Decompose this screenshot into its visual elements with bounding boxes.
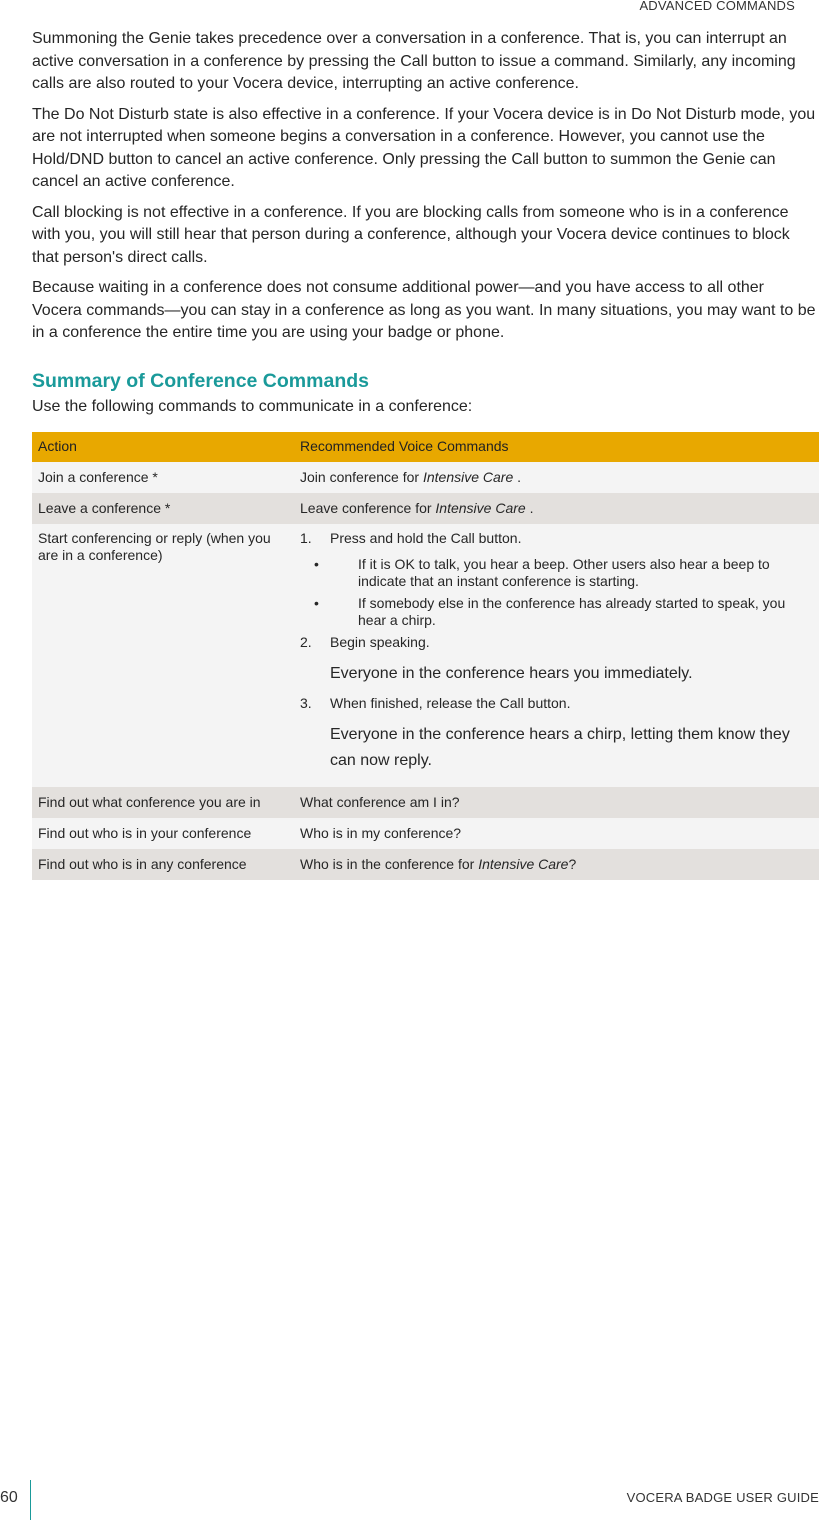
step-3-note: Everyone in the conference hears a chirp, letting them know they can now reply. (330, 725, 790, 769)
table-row (32, 462, 819, 493)
command-placeholder: Intensive Care (478, 855, 569, 872)
section-intro: Use the following commands to communicate in a conference: (32, 397, 473, 415)
action-cell: Find out who is in any conference (32, 849, 294, 880)
command-text: Who is in my conference? (300, 824, 462, 841)
table-row (32, 818, 819, 849)
action-cell: Find out who is in your conference (32, 818, 294, 849)
step-text: Press and hold the Call button. (330, 529, 522, 546)
step-text: Begin speaking. (330, 633, 430, 650)
command-suffix: . (525, 499, 534, 516)
command-cell (294, 462, 819, 493)
table-row (32, 849, 819, 880)
command-text: Join conference for (300, 468, 423, 485)
body-text (32, 0, 818, 880)
paragraph-call-blocking: Call blocking is not effective in a conference. If you are blocking calls from someone who is in a conference with you, you will still hear that person during a conference, although your Vocera device continues to block that person's direct calls. (32, 203, 790, 266)
paragraph-power: Because waiting in a conference does not consume additional power—and you have access to all other Vocera commands—you can stay in a conference as long as you want. In many situations, you may want to be in a conference the entire time you are using your badge or phone. (32, 279, 816, 341)
bullet-item (300, 556, 813, 590)
action-cell: Find out what conference you are in (32, 787, 294, 818)
step-number: 1. (300, 529, 312, 546)
command-text: Who is in the conference for (300, 855, 479, 872)
command-text: What conference am I in? (300, 793, 460, 810)
header-action: Action (32, 432, 294, 462)
command-cell (294, 524, 819, 787)
command-placeholder: Intensive Care (422, 468, 514, 485)
step-3 (300, 695, 813, 712)
command-cell (294, 818, 819, 849)
command-suffix: . (513, 468, 522, 485)
action-cell: Start conferencing or reply (when you are in a conference) (32, 524, 294, 787)
table-row (32, 493, 819, 524)
bullet-text: If somebody else in the conference has already started to speak, you hear a chirp. (358, 594, 786, 628)
command-suffix: ? (568, 855, 577, 872)
footer-book-title: VOCERA BADGE USER GUIDE (626, 1490, 819, 1505)
command-cell (294, 493, 819, 524)
action-cell: Join a conference * (32, 462, 294, 493)
page-number: 60 (0, 1489, 18, 1506)
command-cell (294, 787, 819, 818)
step-1-bullets (300, 556, 813, 629)
paragraph-do-not-disturb: The Do Not Disturb state is also effective in a conference. If your Vocera device is in Do Not Disturb mode, you are not interrupted when someone begins a conversation in a conference. However, you cannot use the Hold/DND button to cancel an active conference. Only pressing the Call button to summon the Genie can cancel an active conference. (32, 105, 816, 190)
step-1 (300, 530, 813, 547)
step-text: When finished, release the Call button. (330, 694, 571, 711)
action-cell: Leave a conference * (32, 493, 294, 524)
bullet-icon: • (314, 555, 319, 572)
table-row (32, 787, 819, 818)
bullet-text: If it is OK to talk, you hear a beep. Other users also hear a beep to indicate that an instant conference is starting. (358, 555, 770, 589)
bullet-item (300, 595, 813, 629)
step-number: 2. (300, 633, 312, 650)
running-header: ADVANCED COMMANDS (639, 0, 795, 13)
footer-divider (30, 1480, 31, 1520)
step-2-note: Everyone in the conference hears you immediately. (330, 664, 693, 682)
section-title: Summary of Conference Commands (32, 369, 369, 392)
command-cell (294, 849, 819, 880)
paragraph-genie-precedence: Summoning the Genie takes precedence over a conversation in a conference. That is, you can interrupt an active conversation in a conference by pressing the Call button to issue a command. Similarly, any incoming calls are also routed to your Vocera device, interrupting an active conference. (32, 30, 796, 92)
command-text: Leave conference for (300, 499, 436, 516)
header-voice-commands: Recommended Voice Commands (294, 432, 819, 462)
conference-commands-table (32, 432, 819, 880)
step-number: 3. (300, 694, 312, 711)
table-row (32, 524, 819, 787)
bullet-icon: • (314, 594, 319, 611)
command-placeholder: Intensive Care (435, 499, 526, 516)
table-header-row (32, 432, 819, 462)
step-2 (300, 634, 813, 651)
